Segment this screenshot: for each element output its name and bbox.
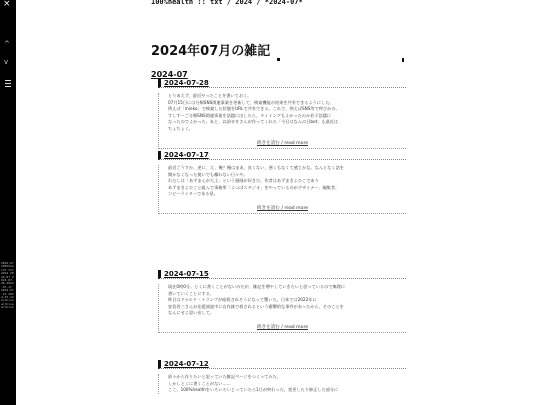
post-line: 現在0時0分。とくに書くことがないのだが、雑記を増やしていきたいと思っているので無理に — [168, 284, 346, 289]
post-date-link[interactable]: 2024-07-12 — [158, 360, 406, 369]
menu-icon[interactable] — [5, 80, 11, 87]
sidebar-meta-text: 2024-07 100%health txt 2024 2024-07 2024-07-28 2024-07-17 2024-07-15 2024-07-12 archive archive archive — [1, 262, 14, 310]
post-entry — [158, 360, 406, 394]
post-entry — [158, 151, 406, 214]
read-more-link[interactable]: 続きを読む / read more — [159, 324, 406, 333]
marker-dot — [277, 58, 280, 61]
page-title: 2024年07月の雑記 — [151, 44, 271, 59]
post-entry — [158, 270, 406, 333]
scroll-up-icon[interactable]: ^ — [4, 40, 10, 48]
post-body — [158, 93, 406, 149]
post-line: 昨日はドナルド・トランプが暗殺されそうになって驚いた。日本では2022年に — [168, 297, 317, 303]
post-line: なったのでよかった。あと、以前せせさんが作ってくれた「今日はなんの日bot」も最近は — [168, 119, 339, 125]
post-entry — [158, 79, 406, 149]
post-line: なんにせよ思い出して。 — [168, 310, 214, 316]
post-body — [158, 165, 406, 214]
month-heading[interactable]: 2024-07 — [151, 70, 188, 79]
post-line: ちょちょく。 — [168, 125, 194, 131]
post-date-link[interactable]: 2024-07-28 — [158, 79, 406, 88]
post-date-link[interactable]: 2024-07-15 — [158, 270, 406, 279]
sidebar — [0, 0, 16, 405]
read-more-link[interactable]: 続きを読む / read more — [159, 205, 406, 214]
post-line: 聞かなくなった使いでも離れない日々や。 — [168, 171, 248, 177]
post-line: 例えば「mieko」で検索した状態をURLで共有できる。これで、例えばSNS等で呼びかの、 — [168, 106, 340, 112]
close-icon[interactable]: × — [3, 0, 11, 9]
post-line: 前々から作りたいと思っていた雑記ページをつくってみた。 — [168, 374, 281, 379]
post-line: コピーライターである星。 — [168, 191, 218, 197]
post-line: しかしとくに書くことがない…… — [168, 380, 231, 386]
post-line: ここ、100%healthをいろいろいじっていたら1日が終わった。変更したり修正した部分に — [168, 387, 339, 393]
post-line: あずまきよひこと組んで事務所「よつばスタジオ」をやっているのがデザイナー、編集者、 — [168, 184, 340, 190]
breadcrumb: 100%health :: txt / 2024 / *2024-07* — [151, 0, 303, 6]
post-line: とりあえず、最近やったことを書いておく。 — [168, 93, 252, 98]
post-line: 07月15日には分類SNS関連事業を更新して、検索機能の結果を共有できるようにした。 — [168, 99, 334, 105]
post-line: 書いていくことにする。 — [168, 290, 215, 296]
marker-dot — [402, 58, 404, 62]
post-line: すしすーご分類SNS関連事業を話題に出したら、タイミングもよかったのか若干話題に — [168, 112, 332, 118]
post-date-link[interactable]: 2024-07-17 — [158, 151, 406, 160]
post-body — [158, 374, 406, 394]
post-body — [158, 284, 406, 333]
scroll-down-icon[interactable]: v — [4, 58, 9, 66]
post-line: 最近ごうすか、逆に、え、俺？俺はまあ、良くない、悪くもなくて感じかな。なんとなく話を — [168, 165, 344, 170]
post-line: わたしは「あずまんが大王」という漫画が好きだ。作者はあずまきよひこであり — [168, 178, 319, 184]
read-more-link[interactable]: 続きを読む / read more — [159, 140, 406, 149]
post-line: 安倍晋三さんが応援演説中に自作銃で殺されるという衝撃的な事件があったから、そのことを — [168, 303, 344, 309]
